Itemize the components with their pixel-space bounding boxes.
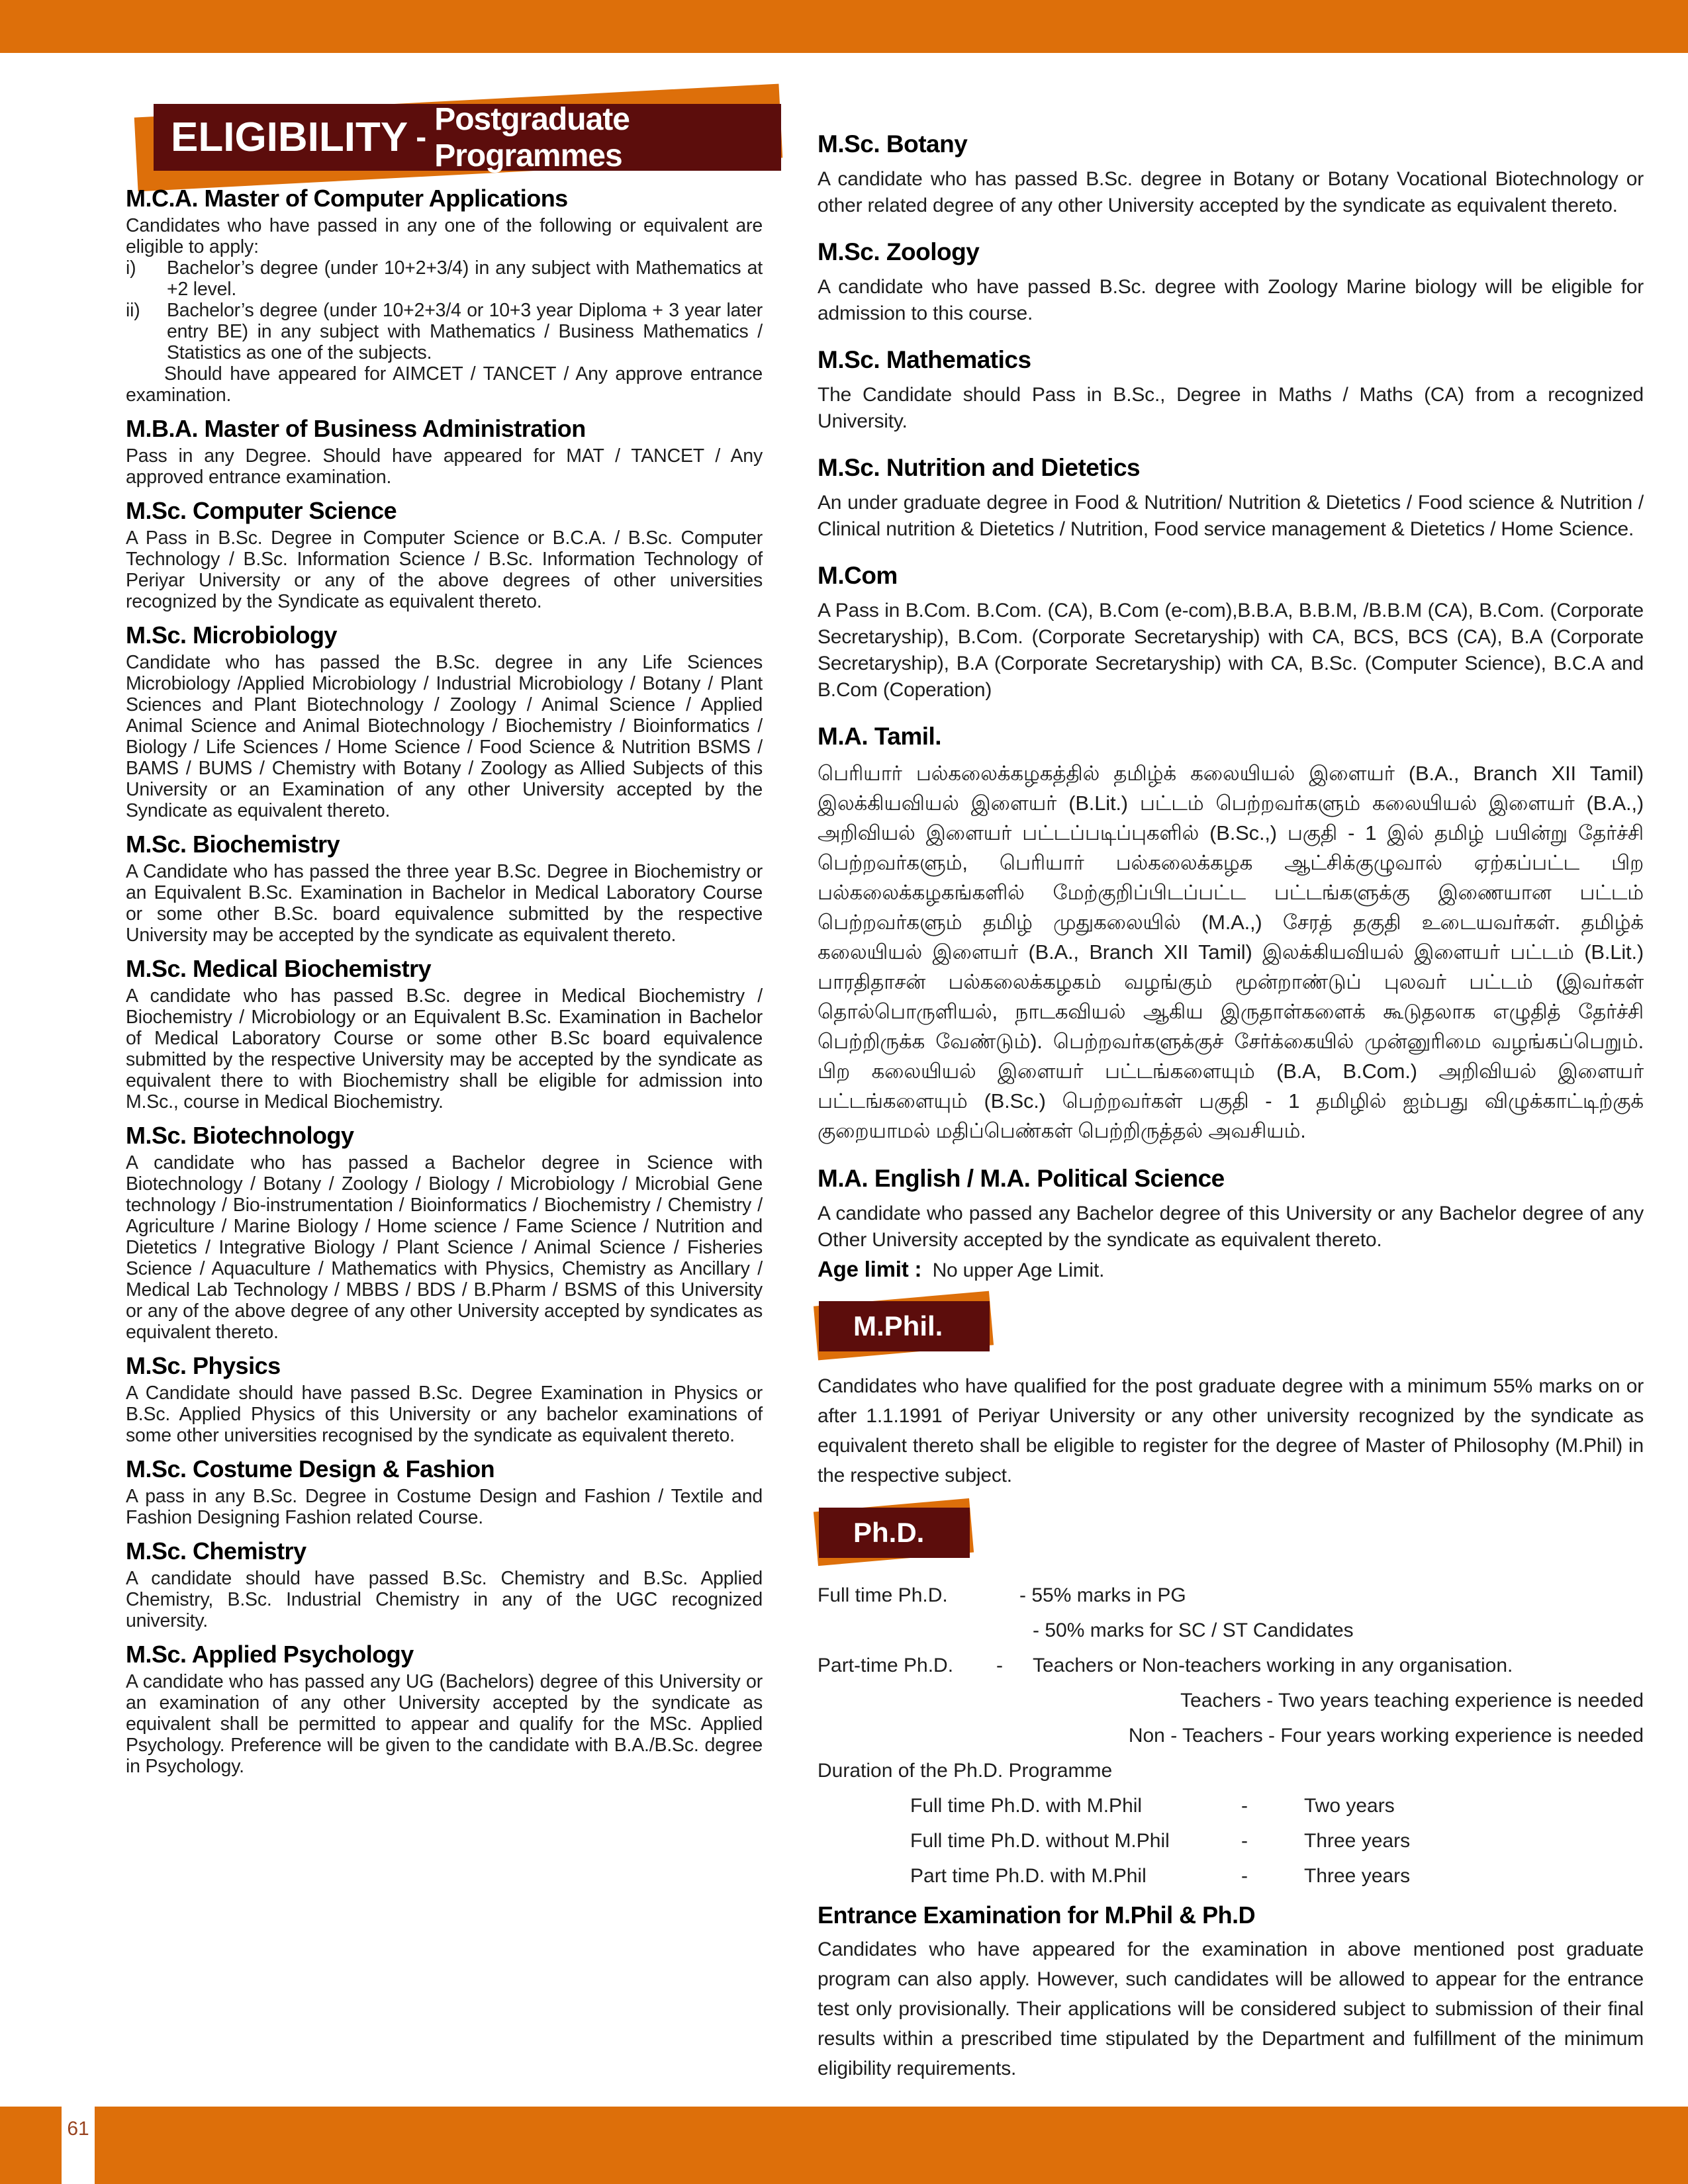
- duration-label: Full time Ph.D. with M.Phil: [910, 1795, 1143, 1817]
- section-heading: M.Sc. Computer Science: [126, 497, 397, 524]
- section-heading: M.Sc. Mathematics: [818, 346, 1031, 373]
- paragraph: A candidate who have passed B.Sc. degree with Zoology Marine biology will be eligible for admission to this course.: [818, 276, 1644, 324]
- phd-parttime-dash: -: [996, 1655, 1003, 1676]
- footer-left-orange-block: [0, 2107, 62, 2184]
- age-limit-line: [818, 1256, 1644, 1284]
- page-title-separator: -: [416, 120, 427, 155]
- paragraph: A candidate who has passed a Bachelor degree in Science with Biotechnology / Botany / Zoology / Biology / Microbiology / Microbial Gene technology / Bio-instrumentation / Bioinformatics / Biochemistry / Chemistry / Agriculture / Marine Biology / Home science / Fame Science / Nutrition and Dietetics / Integrative Biology / Plant Science / Animal Science / Fisheries Science / Aquaculture / Mathematics with Physics, Chemistry as Ancillary / Medical Lab Technology / MBBS / BDS / B.Pharm / BSMS of this University or any of the above degree of any other University accepted by syndicates as equivalent thereto.: [126, 1152, 763, 1343]
- section-heading: M.Sc. Biochemistry: [126, 831, 340, 858]
- paragraph: A Pass in B.Com. B.Com. (CA), B.Com (e-com),B.B.A, B.B.M, /B.B.M (CA), B.Com. (Corporate Secretaryship), B.Com. (Corporate Secretaryship) with CA, BCS, BCS (CA), B.A (Corporate Secretaryship), B.A (Corporate Secretaryship) with CA, B.Sc. (Computer Science), B.C.A and B.Com (Coperation): [818, 600, 1644, 701]
- phd-fulltime-label: Full time Ph.D.: [818, 1584, 948, 1606]
- paragraph: A candidate who has passed B.Sc. degree in Botany or Botany Vocational Biotechnology or other related degree of any other University accepted by the syndicate as equivalent thereto.: [818, 168, 1644, 216]
- section-heading: M.Sc. Microbiology: [126, 621, 338, 649]
- section-heading: M.Sc. Applied Psychology: [126, 1641, 414, 1668]
- age-limit-value: No upper Age Limit.: [932, 1259, 1105, 1281]
- section-heading: M.Sc. Physics: [126, 1352, 281, 1379]
- entrance-paragraph: Candidates who have appeared for the examination in above mentioned post graduate program can also apply. However, such candidates will be allowed to appear for the entrance test only provisionally. Their applications will be considered subject to submission of their final results within a prescribed time stipulated by the Department and fulfillment of the minimum eligibility requirements.: [818, 1938, 1644, 2079]
- mphil-badge: [818, 1297, 1644, 1361]
- paragraph: A Candidate should have passed B.Sc. Degree Examination in Physics or B.Sc. Applied Physics of this University or any bachelor examinations of some other universities recognised by the syndicate as equivalent thereto.: [126, 1383, 763, 1446]
- list-marker: i): [126, 257, 136, 279]
- duration-value: Three years: [1304, 1830, 1411, 1852]
- phd-duration-row: [818, 1823, 1644, 1858]
- duration-label: Full time Ph.D. without M.Phil: [910, 1830, 1170, 1852]
- phd-badge-label: Ph.D.: [819, 1508, 970, 1558]
- mphil-paragraph: Candidates who have qualified for the post graduate degree with a minimum 55% marks on or after 1.1.1991 of Periyar University or any other university recognized by the syndicate as equivalent thereto shall be eligible to register for the degree of Master of Philosophy (M.Phil) in the respective subject.: [818, 1375, 1644, 1486]
- mphil-badge-label: M.Phil.: [819, 1301, 990, 1351]
- page-title-main: ELIGIBILITY: [171, 114, 408, 160]
- section-heading: M.Sc. Chemistry: [126, 1537, 306, 1565]
- phd-teachers-line: Teachers - Two years teaching experience is needed: [1180, 1690, 1644, 1711]
- phd-parttime-value: Teachers or Non-teachers working in any organisation.: [1033, 1655, 1513, 1676]
- paragraph: An under graduate degree in Food & Nutrition/ Nutrition & Dietetics / Food science & Nutrition / Clinical nutrition & Dietetics / Nutrition, Food service management & Dietetics / Home Science.: [818, 492, 1644, 540]
- paragraph: A candidate who passed any Bachelor degree of this University or any Bachelor degree of any Other University accepted by the syndicate as equivalent thereto.: [818, 1203, 1644, 1251]
- section-heading: M.C.A. Master of Computer Applications: [126, 185, 568, 212]
- section-heading: M.Sc. Botany: [818, 130, 968, 158]
- section-heading: M.Sc. Medical Biochemistry: [126, 955, 432, 982]
- list-item: ii) Bachelor’s degree (under 10+2+3/4 or 10+3 year Diploma + 3 year later entry BE) in any subject with Mathematics / Business Mathematics / Statistics as one of the subjects.: [126, 300, 763, 363]
- duration-dash: -: [1241, 1865, 1248, 1887]
- paragraph: A candidate who has passed any UG (Bachelors) degree of this University or an examination of any other University accepted by the syndicate as equivalent shall be permitted to appear and qualify for the MSc. Applied Psychology. Preference will be given to the candidate with B.A./B.Sc. degree in Psychology.: [126, 1671, 763, 1777]
- section-heading: M.Sc. Nutrition and Dietetics: [818, 454, 1141, 481]
- section-heading: M.A. English / M.A. Political Science: [818, 1165, 1225, 1192]
- section-heading: M.Com: [818, 562, 898, 589]
- phd-parttime-row: [818, 1648, 1644, 1683]
- duration-value: Three years: [1304, 1865, 1411, 1887]
- list-marker: ii): [126, 300, 140, 321]
- age-limit-label: Age limit :: [818, 1257, 922, 1281]
- paragraph: பெரியார் பல்கலைக்கழகத்தில் தமிழ்க் கலையியல் இளையர் (B.A., Branch XII Tamil) இலக்கியவியல் இளையர் (B.Lit.) பட்டம் பெற்றவர்களும் கலையியல் இளையர் (B.A.,) அறிவியல் இளையர் பட்டப்படிப்புகளில் (B.Sc.,) பகுதி - 1 இல் தமிழ் பயின்று தேர்ச்சி பெற்றவர்களும், பெரியார் பல்கலைக்கழக ஆட்சிக்குழுவால் ஏற்கப்பட்ட பிற பல்கலைக்கழகங்களில் மேற்குறிப்பிடப்பட்ட பட்டங்களுக்கு இணையான பட்டம் பெற்றவர்களும் தமிழ் முதுகலையில் (M.A.,) சேரத் தகுதி உடையவர்கள். தமிழ்க் கலையியல் இளையர் (B.A., Branch XII Tamil) இலக்கியவியல் இளையர் பட்டம் (B.Lit.) பாரதிதாசன் பல்கலைக்கழகம் வழங்கும் மூன்றாண்டுப் புலவர் பட்டம் (இவர்கள் தொல்பொருளியல், நாடகவியல் ஆகிய இருதாள்களைக் கூடுதலாக எழுதித் தேர்ச்சி பெற்றிருக்க வேண்டும்). பெற்றவர்களுக்குச் சேர்க்கையில் முன்னுரிமை வழங்கப்பெறும். பிற கலையியல் இளையர் பட்டங்களையும் (B.A, B.Com.) அறிவியல் இளையர் பட்டங்களையும் (B.Sc.) பெற்றவர்கள் பகுதி - 1 தமிழில் ஐம்பது விழுக்காட்டிற்குக் குறையாமல் மதிப்பெண்கள் பெற்றிருத்தல் அவசியம்.: [818, 762, 1644, 1142]
- duration-dash: -: [1241, 1830, 1248, 1852]
- page-title-sub: Postgraduate Programmes: [434, 101, 630, 173]
- top-orange-bar: [0, 0, 1688, 53]
- left-column: [126, 184, 763, 1777]
- phd-duration-table: [818, 1788, 1644, 1893]
- phd-duration-heading: Duration of the Ph.D. Programme: [818, 1760, 1113, 1782]
- paragraph: Candidate who has passed the B.Sc. degree in any Life Sciences Microbiology /Applied Microbiology / Industrial Microbiology / Botany / Plant Sciences and Plant Biotechnology / Zoology / Animal Science / Applied Animal Science and Animal Biotechnology / Biochemistry / Bioinformatics / Biology / Life Sciences / Home Science / Food Science & Nutrition BSMS / BAMS / BUMS / Chemistry with Botany / Zoology as Allied Subjects of this University or an Examination of any other University accepted by the Syndicate as equivalent thereto.: [126, 652, 763, 821]
- page-number: 61: [67, 2118, 89, 2140]
- paragraph: Candidates who have passed in any one of the following or equivalent are eligible to apply:: [126, 215, 763, 257]
- paragraph: A candidate should have passed B.Sc. Chemistry and B.Sc. Applied Chemistry, B.Sc. Industrial Chemistry in any of the UGC recognized university.: [126, 1568, 763, 1631]
- phd-duration-row: [818, 1858, 1644, 1893]
- section-heading: M.Sc. Biotechnology: [126, 1122, 354, 1149]
- paragraph: The Candidate should Pass in B.Sc., Degree in Maths / Maths (CA) from a recognized University.: [818, 384, 1644, 432]
- phd-parttime-label: Part-time Ph.D.: [818, 1655, 954, 1676]
- paragraph: A Pass in B.Sc. Degree in Computer Science or B.C.A. / B.Sc. Computer Technology / B.Sc. Information Science / B.Sc. Information Technology of Periyar University or any of the above degrees of other universities recognized by the Syndicate as equivalent thereto.: [126, 527, 763, 612]
- section-heading: M.B.A. Master of Business Administration: [126, 415, 586, 442]
- paragraph: Pass in any Degree. Should have appeared for MAT / TANCET / Any approved entrance examination.: [126, 445, 763, 488]
- list-item: i) Bachelor’s degree (under 10+2+3/4) in any subject with Mathematics at +2 level.: [126, 257, 763, 300]
- duration-dash: -: [1241, 1795, 1248, 1817]
- phd-fulltime-value: - 55% marks in PG: [1019, 1584, 1186, 1606]
- phd-duration-row: [818, 1788, 1644, 1823]
- section-heading: M.Sc. Zoology: [818, 238, 980, 265]
- entrance-heading: Entrance Examination for M.Phil & Ph.D: [818, 1901, 1256, 1929]
- duration-label: Part time Ph.D. with M.Phil: [910, 1865, 1147, 1887]
- right-column-sections: [818, 129, 1644, 1253]
- paragraph: A candidate who has passed B.Sc. degree in Medical Biochemistry / Biochemistry / Microbiology or an Equivalent B.Sc. Examination in Bachelor of Medical Laboratory Course or some other B.Sc board equivalence submitted by the respective University may be accepted by the syndicate as equivalent there to with Biochemistry shall be eligible for admission into M.Sc., course in Medical Biochemistry.: [126, 985, 763, 1113]
- phd-details: [818, 1578, 1644, 1893]
- duration-value: Two years: [1304, 1795, 1395, 1817]
- right-column: [818, 129, 1644, 2086]
- section-heading: M.Sc. Costume Design & Fashion: [126, 1455, 495, 1482]
- phd-scst-row: - 50% marks for SC / ST Candidates: [1033, 1619, 1354, 1641]
- section-heading: M.A. Tamil.: [818, 723, 942, 750]
- footer-orange-bar: [95, 2107, 1688, 2184]
- paragraph: Should have appeared for AIMCET / TANCET / Any approve entrance examination.: [126, 363, 763, 406]
- phd-badge: [818, 1504, 1644, 1567]
- phd-nonteachers-line: Non - Teachers - Four years working experience is needed: [1128, 1725, 1644, 1747]
- paragraph: A pass in any B.Sc. Degree in Costume Design and Fashion / Textile and Fashion Designing Fashion related Course.: [126, 1486, 763, 1528]
- phd-fulltime-row: [818, 1578, 1644, 1613]
- page-title-banner: [154, 101, 781, 173]
- paragraph: A Candidate who has passed the three year B.Sc. Degree in Biochemistry or an Equivalent B.Sc. Examination in Bachelor in Medical Laboratory Course or some other B.Sc. board equivalence submitted by the respective University may be accepted by the syndicate as equivalent thereto.: [126, 861, 763, 946]
